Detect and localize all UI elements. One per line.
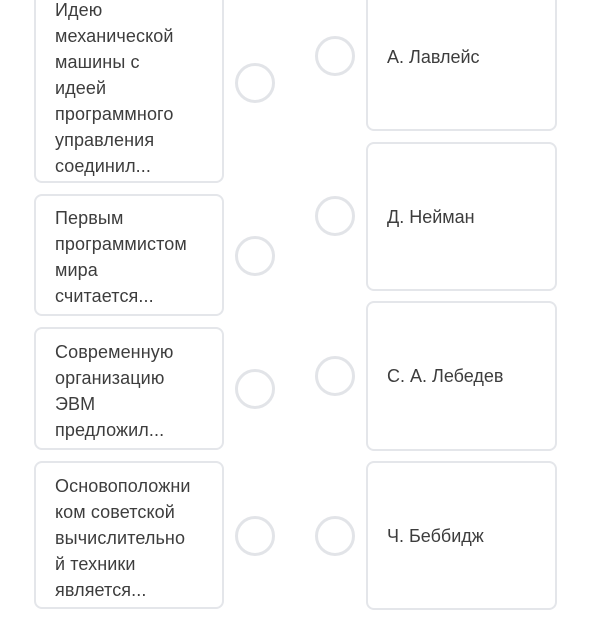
question-card-3 — [34, 327, 224, 450]
question-4-radio[interactable] — [235, 516, 275, 556]
question-text-1: Идею механической машины с идеей программного управления соединил... — [55, 0, 174, 176]
question-card-2 — [34, 194, 224, 316]
question-card-1 — [34, 0, 224, 183]
answer-1-radio[interactable] — [315, 36, 355, 76]
answer-card-4[interactable] — [366, 461, 557, 610]
question-2-radio[interactable] — [235, 236, 275, 276]
answer-text-1: А. Лавлейс — [387, 47, 480, 67]
question-card-4 — [34, 461, 224, 609]
answer-4-radio[interactable] — [315, 516, 355, 556]
answer-text-4: Ч. Беббидж — [387, 525, 484, 546]
answer-card-2[interactable] — [366, 142, 557, 291]
answer-text-3: С. А. Лебедев — [387, 366, 504, 386]
answer-2-radio[interactable] — [315, 196, 355, 236]
answer-3-radio[interactable] — [315, 356, 355, 396]
answer-text-2: Д. Нейман — [387, 206, 475, 227]
answer-card-1[interactable] — [366, 0, 557, 131]
question-text-4: Основоположни ком советской вычислительно й техники является... — [55, 476, 191, 600]
question-1-radio[interactable] — [235, 63, 275, 103]
question-text-3: Современную организацию ЭВМ предложил... — [55, 342, 174, 440]
question-text-2: Первым программистом мира считается... — [55, 208, 187, 306]
answer-card-3[interactable] — [366, 301, 557, 451]
question-3-radio[interactable] — [235, 369, 275, 409]
